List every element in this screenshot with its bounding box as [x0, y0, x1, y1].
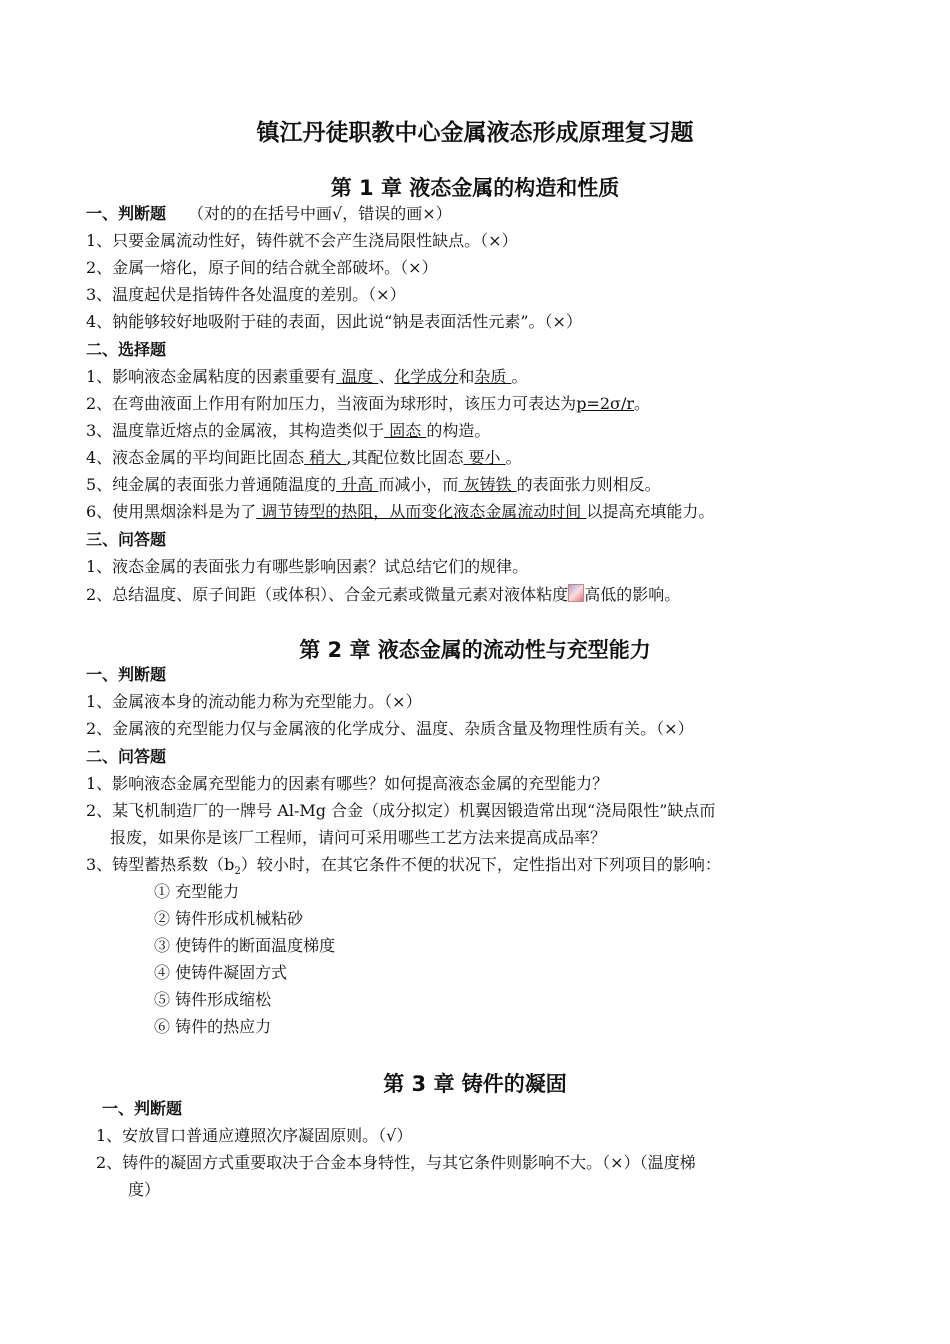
text: 2、在弯曲液面上作用有附加压力，当液面为球形时，该压力可表达为: [86, 394, 577, 413]
ch1-choice-3: [86, 421, 490, 441]
text: 的构造。: [426, 421, 491, 440]
chapter-1-heading: 第 1 章 液态金属的构造和性质: [330, 176, 620, 200]
ch1-choice-1: [86, 367, 528, 387]
section-label: 一、判断题: [86, 204, 167, 223]
text: 而减小，而: [378, 475, 459, 494]
ch1-choice-4: [86, 448, 522, 468]
answer-blank: 稍大: [304, 448, 347, 467]
chapter-3-heading: 第 3 章 铸件的凝固: [383, 1072, 567, 1096]
text: 和: [458, 367, 475, 386]
text: ）较小时，在其它条件不便的状况下，定性指出对下列项目的影响：: [240, 855, 721, 874]
ch2-item-2: ② 铸件形成机械粘砂: [154, 909, 304, 928]
ch1-choice-5: [86, 475, 661, 495]
ch2-section-judgement: 一、判断题: [86, 665, 167, 684]
text: 的表面张力则相反。: [516, 475, 661, 494]
ch3-judgement-2-line-2: 度）: [128, 1180, 161, 1199]
chapter-2-heading: 第 2 章 液态金属的流动性与充型能力: [299, 638, 651, 662]
answer-blank: 杂质: [474, 367, 512, 386]
ch1-choice-2: [86, 394, 650, 414]
text: 3、铸型蓄热系数（b: [86, 855, 235, 874]
text: 。: [511, 367, 528, 386]
text: 、: [378, 367, 395, 386]
ch2-question-3: [86, 855, 721, 882]
ch2-question-1: 1、影响液态金属充型能力的因素有哪些？如何提高液态金属的充型能力？: [86, 774, 609, 793]
ch1-question-2: [86, 584, 680, 605]
answer-blank: p=2σ/r: [576, 394, 634, 413]
section-note: （对的的在括号中画√，错误的画×）: [188, 204, 452, 223]
answer-blank: 灰铸铁: [458, 475, 517, 494]
answer-blank: 调节铸型的热阻，从而变化液态金属流动时间: [256, 502, 587, 521]
ch1-judgement-1: 1、只要金属流动性好，铸件就不会产生浇局限性缺点。（×）: [86, 231, 518, 250]
answer-blank: 化学成分: [394, 367, 459, 386]
subscript: 2: [234, 866, 241, 878]
text: ,其配位数比固态: [346, 448, 464, 467]
ch2-judgement-1: 1、金属液本身的流动能力称为充型能力。（×）: [86, 692, 422, 711]
ch3-judgement-1: 1、安放冒口普通应遵照次序凝固原则。（√）: [96, 1126, 413, 1145]
text: 4、液态金属的平均间距比固态: [86, 448, 305, 467]
answer-blank: 要小: [463, 448, 506, 467]
text: 以提高充填能力。: [586, 502, 715, 521]
ch3-judgement-2-line-1: 2、铸件的凝固方式重要取决于合金本身特性，与其它条件则影响不大。（×）（温度梯: [96, 1153, 696, 1172]
ch1-section-judgement: [86, 204, 452, 224]
ch2-question-2-line-1: 2、某飞机制造厂的一牌号 Al-Mg 合金（成分拟定）机翼因锻造常出现“浇局限性”缺点而: [86, 801, 716, 820]
ch2-item-6: ⑥ 铸件的热应力: [154, 1017, 272, 1036]
text: 5、纯金属的表面张力普通随温度的: [86, 475, 337, 494]
answer-blank: 升高: [336, 475, 379, 494]
ch1-section-choice: 二、选择题: [86, 340, 167, 359]
ch1-judgement-3: 3、温度起伏是指铸件各处温度的差别。（×）: [86, 285, 406, 304]
ch1-section-qa: 三、问答题: [86, 530, 167, 549]
text: 高低的影响。: [584, 585, 681, 604]
answer-blank: 固态: [384, 421, 427, 440]
ch1-judgement-4: 4、钠能够较好地吸附于硅的表面，因此说“钠是表面活性元素”。（×）: [86, 312, 582, 331]
ch1-judgement-2: 2、金属一熔化，原子间的结合就全部破坏。（×）: [86, 258, 438, 277]
ch2-judgement-2: 2、金属液的充型能力仅与金属液的化学成分、温度、杂质含量及物理性质有关。（×）: [86, 719, 694, 738]
ch1-question-1: 1、液态金属的表面张力有哪些影响因素？试总结它们的规律。: [86, 557, 529, 576]
embedded-image-icon: [568, 584, 584, 602]
ch2-item-5: ⑤ 铸件形成缩松: [154, 990, 272, 1009]
text: 6、使用黑烟涂料是为了: [86, 502, 257, 521]
answer-blank: 温度: [336, 367, 379, 386]
ch2-item-3: ③ 使铸件的断面温度梯度: [154, 936, 336, 955]
text: 2、总结温度、原子间距（或体积）、合金元素或微量元素对液体粘度: [86, 585, 569, 604]
ch1-choice-6: [86, 502, 714, 522]
ch2-question-2-line-2: 报废，如果你是该厂工程师，请问可采用哪些工艺方法来提高成品率？: [110, 828, 607, 847]
text: 1、影响液态金属粘度的因素重要有: [86, 367, 337, 386]
text: 3、温度靠近熔点的金属液，其构造类似于: [86, 421, 385, 440]
ch2-item-1: ① 充型能力: [154, 882, 240, 901]
ch3-section-judgement: 一、判断题: [102, 1099, 183, 1118]
text: 。: [633, 394, 650, 413]
ch2-item-4: ④ 使铸件凝固方式: [154, 963, 288, 982]
text: 。: [505, 448, 522, 467]
document-title: 镇江丹徒职教中心金属液态形成原理复习题: [256, 120, 694, 146]
ch2-section-qa: 二、问答题: [86, 747, 167, 766]
